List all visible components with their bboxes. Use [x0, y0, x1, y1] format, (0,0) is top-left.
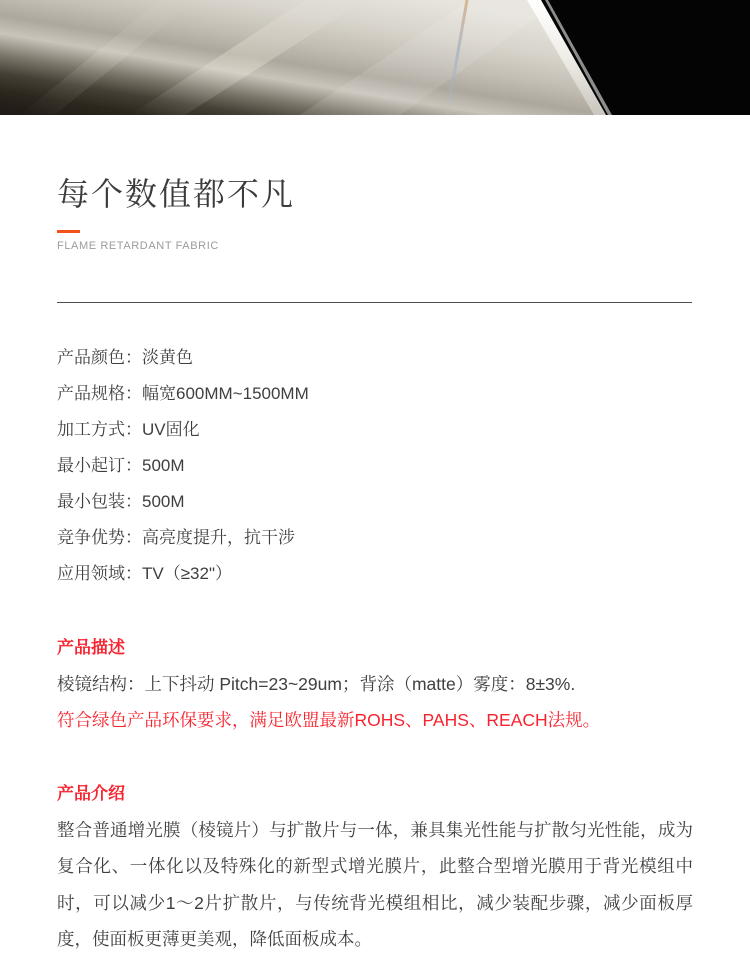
- spec-value: 500M: [142, 455, 185, 475]
- prism-structure-line: 棱镜结构：上下抖动 Pitch=23~29um；背涂（matte）雾度：8±3%.: [57, 673, 576, 694]
- spec-row-min-package: [57, 484, 692, 520]
- spec-row-min-order: [57, 448, 692, 484]
- spec-row-application: [57, 556, 692, 592]
- spec-label: 应用领域：: [57, 563, 142, 583]
- film-sheet-illustration: [0, 0, 750, 115]
- spec-value: TV（≥32"）: [142, 563, 232, 583]
- spec-value: 幅宽600MM~1500MM: [142, 383, 309, 403]
- product-introduction-heading: 产品介绍: [57, 783, 125, 803]
- compliance-highlight-line: 符合绿色产品环保要求，满足欧盟最新ROHS、PAHS、REACH法规。: [57, 709, 601, 730]
- spec-value: 淡黄色: [142, 347, 193, 367]
- product-description-heading: 产品描述: [57, 637, 125, 657]
- spec-value: 500M: [142, 491, 185, 511]
- spec-list: [57, 340, 692, 592]
- spec-label: 最小起订：: [57, 455, 142, 475]
- page-subtitle: FLAME RETARDANT FABRIC: [57, 239, 219, 252]
- spec-label: 产品颜色：: [57, 347, 142, 367]
- product-description-body: [57, 666, 692, 738]
- product-description-section: [57, 636, 692, 738]
- spec-row-process: [57, 412, 692, 448]
- product-introduction-paragraph: 整合普通增光膜（棱镜片）与扩散片与一体，兼具集光性能与扩散匀光性能，成为复合化、一体化以及特殊化的新型式增光膜片，此整合型增光膜用于背光模组中时，可以减少1～2片扩散片，与传统背光模组相比，减少装配步骤，减少面板厚度，使面板更薄更美观，降低面板成本。: [57, 819, 693, 950]
- spec-value: 高亮度提升，抗干涉: [142, 527, 295, 547]
- spec-label: 竞争优势：: [57, 527, 142, 547]
- spec-row-color: [57, 340, 692, 376]
- spec-label: 产品规格：: [57, 383, 142, 403]
- spec-label: 加工方式：: [57, 419, 142, 439]
- divider-line: [57, 302, 692, 303]
- accent-dash: [57, 230, 80, 233]
- hero-photo: [0, 0, 750, 115]
- product-detail-section: [0, 176, 750, 958]
- page-title: 每个数值都不凡: [57, 176, 296, 212]
- spec-row-size: [57, 376, 692, 412]
- product-introduction-section: [57, 782, 692, 958]
- spec-row-advantage: [57, 520, 692, 556]
- spec-value: UV固化: [142, 419, 200, 439]
- spec-label: 最小包装：: [57, 491, 142, 511]
